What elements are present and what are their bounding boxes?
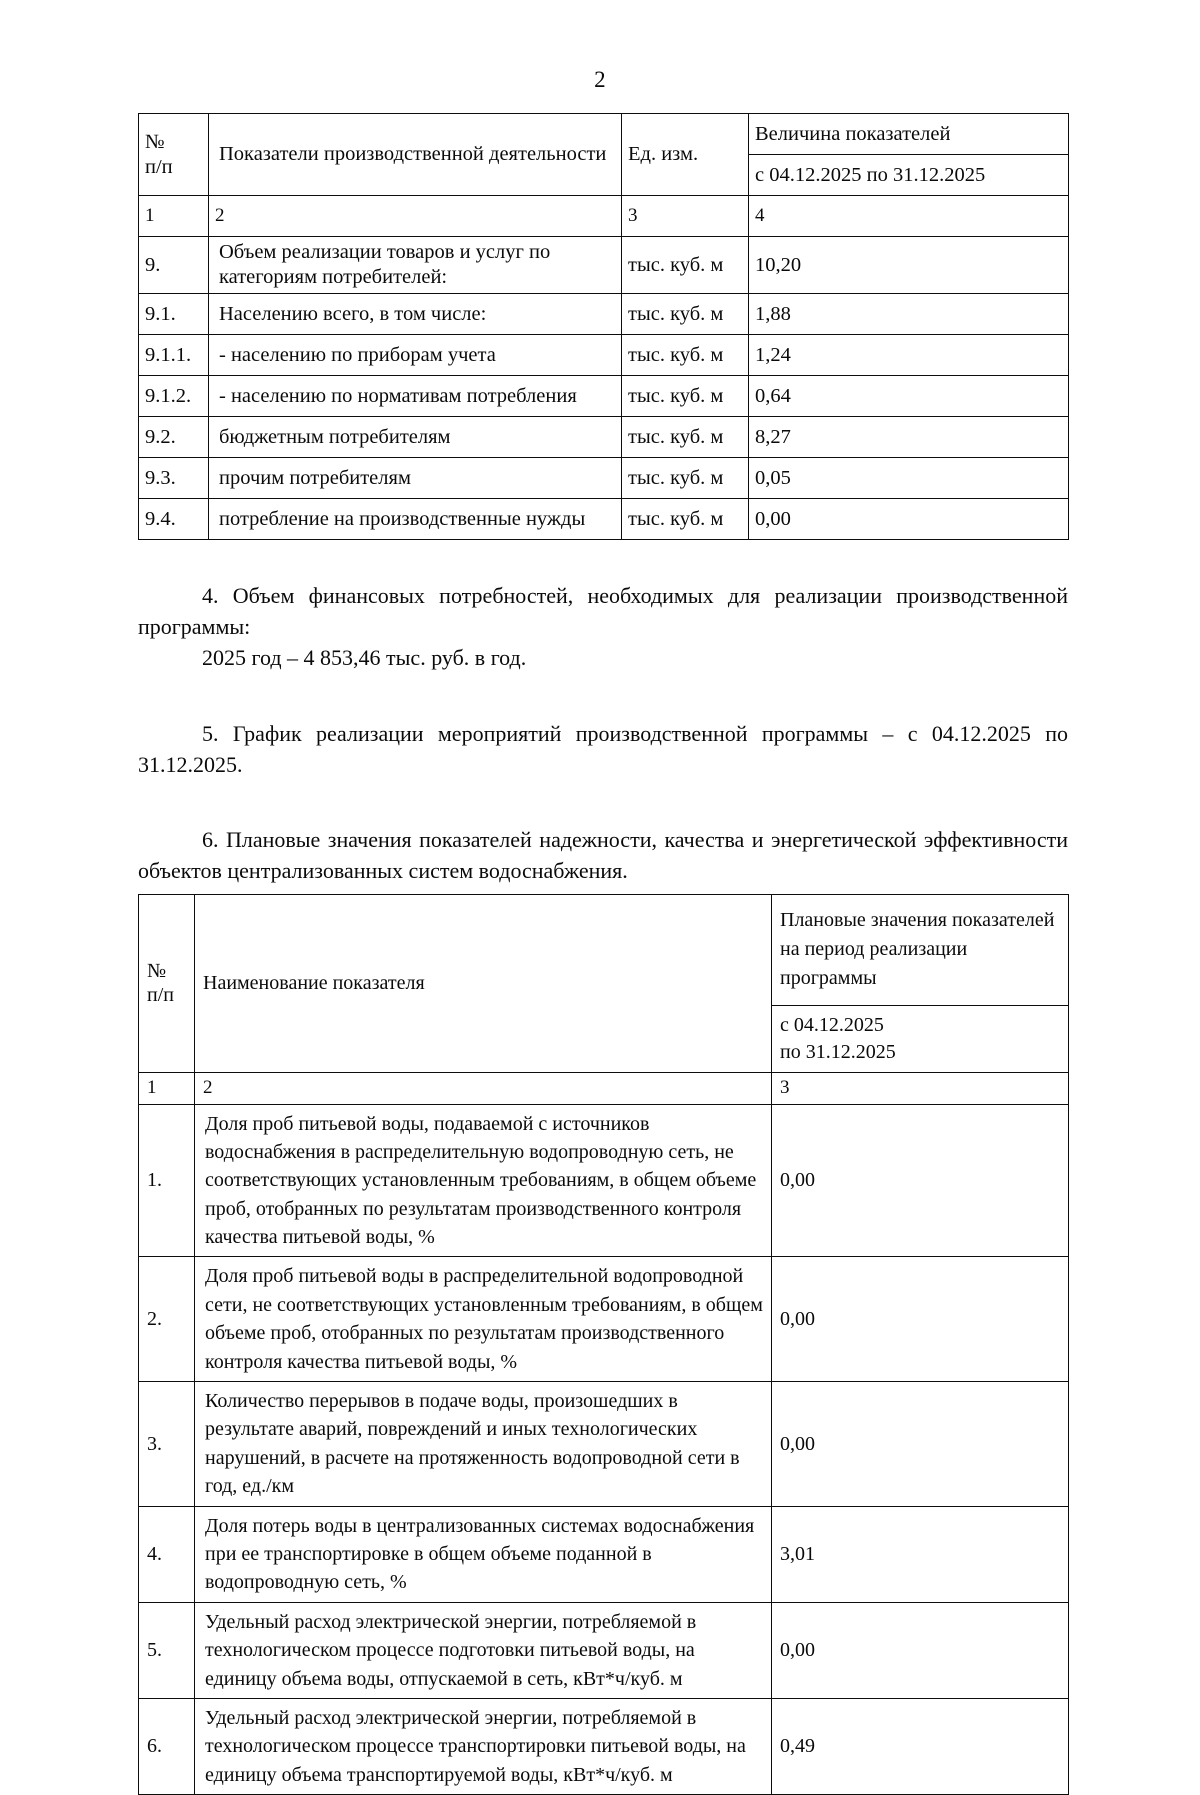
- table-column-numbers-row: [139, 196, 1069, 237]
- page-number: 2: [594, 67, 606, 92]
- production-indicators-table: [138, 113, 1069, 540]
- table-row: [139, 1698, 1069, 1794]
- row-value: 0,00: [772, 1257, 1069, 1382]
- row-value: 1,88: [749, 294, 1069, 335]
- table-header-row: [139, 114, 1069, 155]
- row-value: 0,00: [772, 1104, 1069, 1257]
- colnum2-2: 2: [195, 1072, 772, 1104]
- row-name: Доля потерь воды в централизованных системах водоснабжения при ее транспортировке в общем объеме поданной в водопроводную сеть, %: [195, 1506, 772, 1602]
- header-number-col: [139, 114, 209, 196]
- header-unit-col: Ед. изм.: [622, 114, 749, 196]
- colnum-1: 1: [139, 196, 209, 237]
- header-number-line2: п/п: [145, 155, 173, 178]
- table-row: [139, 1382, 1069, 1507]
- row-name: - населению по приборам учета: [209, 335, 622, 376]
- row-value: 0,05: [749, 458, 1069, 499]
- row-number: 5.: [139, 1602, 195, 1698]
- table-row: [139, 1602, 1069, 1698]
- table-row: [139, 335, 1069, 376]
- table-row: [139, 1104, 1069, 1257]
- section-5-paragraph: 5. График реализации мероприятий производственной программы – с 04.12.2025 по 31.12.2025.: [138, 720, 1068, 777]
- colnum-2: 2: [209, 196, 622, 237]
- row-name: - населению по нормативам потребления: [209, 376, 622, 417]
- header2-number-col: [139, 894, 195, 1072]
- row-unit: тыс. куб. м: [622, 376, 749, 417]
- row-name: Удельный расход электрической энергии, потребляемой в технологическом процессе транспортировки питьевой воды, на единицу объема транспортируемой воды, кВт*ч/куб. м: [195, 1698, 772, 1794]
- table-row: [139, 376, 1069, 417]
- header2-period-line2: по 31.12.2025: [780, 1040, 896, 1063]
- row-number: 9.3.: [139, 458, 209, 499]
- row-name: Количество перерывов в подаче воды, произошедших в результате аварий, повреждений и иных технологических нарушений, в расчете на протяженность водопроводной сети в год, ед./км: [195, 1382, 772, 1507]
- row-value: 0,49: [772, 1698, 1069, 1794]
- row-unit: тыс. куб. м: [622, 294, 749, 335]
- header-value-col-period: с 04.12.2025 по 31.12.2025: [749, 155, 1069, 196]
- row-unit: тыс. куб. м: [622, 335, 749, 376]
- colnum2-3: 3: [772, 1072, 1069, 1104]
- row-number: 1.: [139, 1104, 195, 1257]
- table2-column-numbers-row: [139, 1072, 1069, 1104]
- table-row: [139, 1257, 1069, 1382]
- section-4-amount: 2025 год – 4 853,46 тыс. руб. в год.: [202, 645, 527, 671]
- row-value: 3,01: [772, 1506, 1069, 1602]
- row-number: 6.: [139, 1698, 195, 1794]
- row-number: 2.: [139, 1257, 195, 1382]
- header2-value-col-title: Плановые значения показателей на период реализации программы: [772, 894, 1069, 1005]
- row-value: 0,00: [772, 1382, 1069, 1507]
- row-name: Объем реализации товаров и услуг по категориям потребителей:: [209, 237, 622, 294]
- row-name: потребление на производственные нужды: [209, 499, 622, 540]
- row-number: 9.2.: [139, 417, 209, 458]
- row-number: 3.: [139, 1382, 195, 1507]
- colnum2-1: 1: [139, 1072, 195, 1104]
- row-value: 0,00: [772, 1602, 1069, 1698]
- header2-period-line1: с 04.12.2025: [780, 1013, 884, 1036]
- table-row: [139, 294, 1069, 335]
- section-6-paragraph: 6. Плановые значения показателей надежности, качества и энергетической эффективности объектов централизованных систем водоснабжения.: [138, 827, 1068, 884]
- row-value: 0,00: [749, 499, 1069, 540]
- table-row: [139, 417, 1069, 458]
- header-number-line1: №: [145, 130, 165, 153]
- row-name: Населению всего, в том числе:: [209, 294, 622, 335]
- row-number: 9.1.: [139, 294, 209, 335]
- row-name: Удельный расход электрической энергии, потребляемой в технологическом процессе подготовки питьевой воды, на единицу объема воды, отпускаемой в сеть, кВт*ч/куб. м: [195, 1602, 772, 1698]
- table2-header-row: [139, 894, 1069, 1005]
- header-value-col-title: Величина показателей: [749, 114, 1069, 155]
- reliability-indicators-table: [138, 894, 1069, 1795]
- row-name: Доля проб питьевой воды в распределительной водопроводной сети, не соответствующих установленным требованиям, в общем объеме проб, отобранных по результатам производственного контроля качества питьевой воды, %: [195, 1257, 772, 1382]
- colnum-4: 4: [749, 196, 1069, 237]
- colnum-3: 3: [622, 196, 749, 237]
- row-unit: тыс. куб. м: [622, 499, 749, 540]
- header2-number-line2: п/п: [147, 984, 174, 1007]
- table-row: [139, 499, 1069, 540]
- table-row: [139, 1506, 1069, 1602]
- row-unit: тыс. куб. м: [622, 458, 749, 499]
- row-number: 9.: [139, 237, 209, 294]
- row-name: бюджетным потребителям: [209, 417, 622, 458]
- row-name: Доля проб питьевой воды, подаваемой с источников водоснабжения в распределительную водопроводную сеть, не соответствующих установленным требованиям, в общем объеме проб, отобранных по результатам производственного контроля качества питьевой воды, %: [195, 1104, 772, 1257]
- row-number: 4.: [139, 1506, 195, 1602]
- row-value: 8,27: [749, 417, 1069, 458]
- row-number: 9.1.1.: [139, 335, 209, 376]
- row-number: 9.4.: [139, 499, 209, 540]
- header2-indicator-col: Наименование показателя: [195, 894, 772, 1072]
- row-value: 1,24: [749, 335, 1069, 376]
- row-name: прочим потребителям: [209, 458, 622, 499]
- table-row: [139, 237, 1069, 294]
- page-content: [138, 113, 1068, 1795]
- header-indicator-col: Показатели производственной деятельности: [209, 114, 622, 196]
- row-unit: тыс. куб. м: [622, 237, 749, 294]
- row-unit: тыс. куб. м: [622, 417, 749, 458]
- row-value: 10,20: [749, 237, 1069, 294]
- row-number: 9.1.2.: [139, 376, 209, 417]
- header2-number-line1: №: [147, 959, 167, 982]
- table-row: [139, 458, 1069, 499]
- header2-value-col-period: [772, 1005, 1069, 1072]
- row-value: 0,64: [749, 376, 1069, 417]
- section-4-paragraph: 4. Объем финансовых потребностей, необходимых для реализации производственной программы:: [138, 583, 1068, 640]
